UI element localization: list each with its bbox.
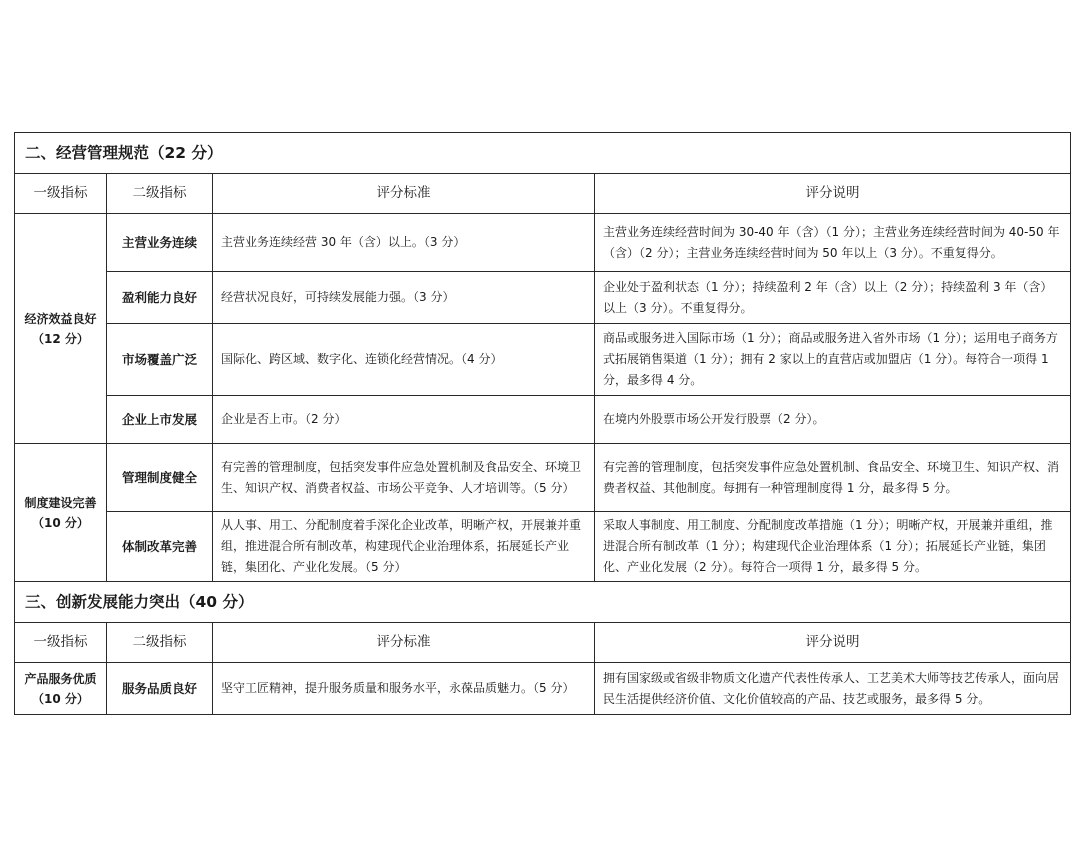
level2-indicator: 体制改革完善 [107,512,213,582]
level1-score: （10 分） [32,691,89,706]
scoring-standard: 从人事、用工、分配制度着手深化企业改革，明晰产权，开展兼并重组，推进混合所有制改革，构建现代企业治理体系，拓展延长产业链，集团化、产业化发展。（5 分） [213,512,595,582]
header-level1: 一级指标 [15,174,107,214]
scoring-standard: 经营状况良好，可持续发展能力强。（3 分） [213,272,595,324]
header-standard: 评分标准 [213,623,595,663]
scoring-explanation: 采取人事制度、用工制度、分配制度改革措施（1 分）；明晰产权，开展兼并重组，推进混合所有制改革（1 分）；构建现代企业治理体系（1 分）；拓展延长产业链，集团化、产业化发展（2 分）。每符合一项得 1 分，最多得 5 分。 [595,512,1071,582]
table-row [15,214,1071,272]
level1-indicator [15,663,107,715]
header-explanation: 评分说明 [595,623,1071,663]
level2-indicator: 主营业务连续 [107,214,213,272]
section-title-row [15,133,1071,174]
scoring-explanation: 在境内外股票市场公开发行股票（2 分）。 [595,396,1071,444]
table-row [15,324,1071,396]
section-title: 三、创新发展能力突出（40 分） [15,582,1071,623]
level2-indicator: 市场覆盖广泛 [107,324,213,396]
section-title: 二、经营管理规范（22 分） [15,133,1071,174]
header-level1: 一级指标 [15,623,107,663]
scoring-standard: 国际化、跨区域、数字化、连锁化经营情况。（4 分） [213,324,595,396]
scoring-explanation: 有完善的管理制度，包括突发事件应急处置机制、食品安全、环境卫生、知识产权、消费者权益、其他制度。每拥有一种管理制度得 1 分，最多得 5 分。 [595,444,1071,512]
scoring-standard: 企业是否上市。（2 分） [213,396,595,444]
scoring-standard: 有完善的管理制度，包括突发事件应急处置机制及食品安全、环境卫生、知识产权、消费者权益、市场公平竞争、人才培训等。（5 分） [213,444,595,512]
level1-name: 经济效益良好 [24,311,97,326]
level1-indicator [15,444,107,582]
level2-indicator: 服务品质良好 [107,663,213,715]
level2-indicator: 企业上市发展 [107,396,213,444]
scoring-explanation: 商品或服务进入国际市场（1 分）；商品或服务进入省外市场（1 分）；运用电子商务方式拓展销售渠道（1 分）；拥有 2 家以上的直营店或加盟店（1 分）。每符合一项得 1 分，最多得 4 分。 [595,324,1071,396]
section-title-row [15,582,1071,623]
header-standard: 评分标准 [213,174,595,214]
header-level2: 二级指标 [107,623,213,663]
scoring-standard: 主营业务连续经营 30 年（含）以上。（3 分） [213,214,595,272]
table-row [15,396,1071,444]
level1-score: （10 分） [32,515,89,530]
level1-score: （12 分） [32,331,89,346]
level2-indicator: 管理制度健全 [107,444,213,512]
header-explanation: 评分说明 [595,174,1071,214]
scoring-explanation: 企业处于盈利状态（1 分）；持续盈利 2 年（含）以上（2 分）；持续盈利 3 年（含）以上（3 分）。不重复得分。 [595,272,1071,324]
table-row [15,444,1071,512]
scoring-sheet [14,132,1070,715]
level1-name: 制度建设完善 [24,495,97,510]
header-row [15,174,1071,214]
level2-indicator: 盈利能力良好 [107,272,213,324]
scoring-explanation: 拥有国家级或省级非物质文化遗产代表性传承人、工艺美术大师等技艺传承人，面向居民生活提供经济价值、文化价值较高的产品、技艺或服务，最多得 5 分。 [595,663,1071,715]
scoring-explanation: 主营业务连续经营时间为 30-40 年（含）（1 分）；主营业务连续经营时间为 40-50 年（含）（2 分）；主营业务连续经营时间为 50 年以上（3 分）。不重复得分。 [595,214,1071,272]
table-row [15,272,1071,324]
header-row [15,623,1071,663]
scoring-standard: 坚守工匠精神，提升服务质量和服务水平，永葆品质魅力。（5 分） [213,663,595,715]
level1-name: 产品服务优质 [24,671,97,686]
level1-indicator [15,214,107,444]
table-row [15,512,1071,582]
table-row [15,663,1071,715]
scoring-table [14,132,1071,715]
header-level2: 二级指标 [107,174,213,214]
